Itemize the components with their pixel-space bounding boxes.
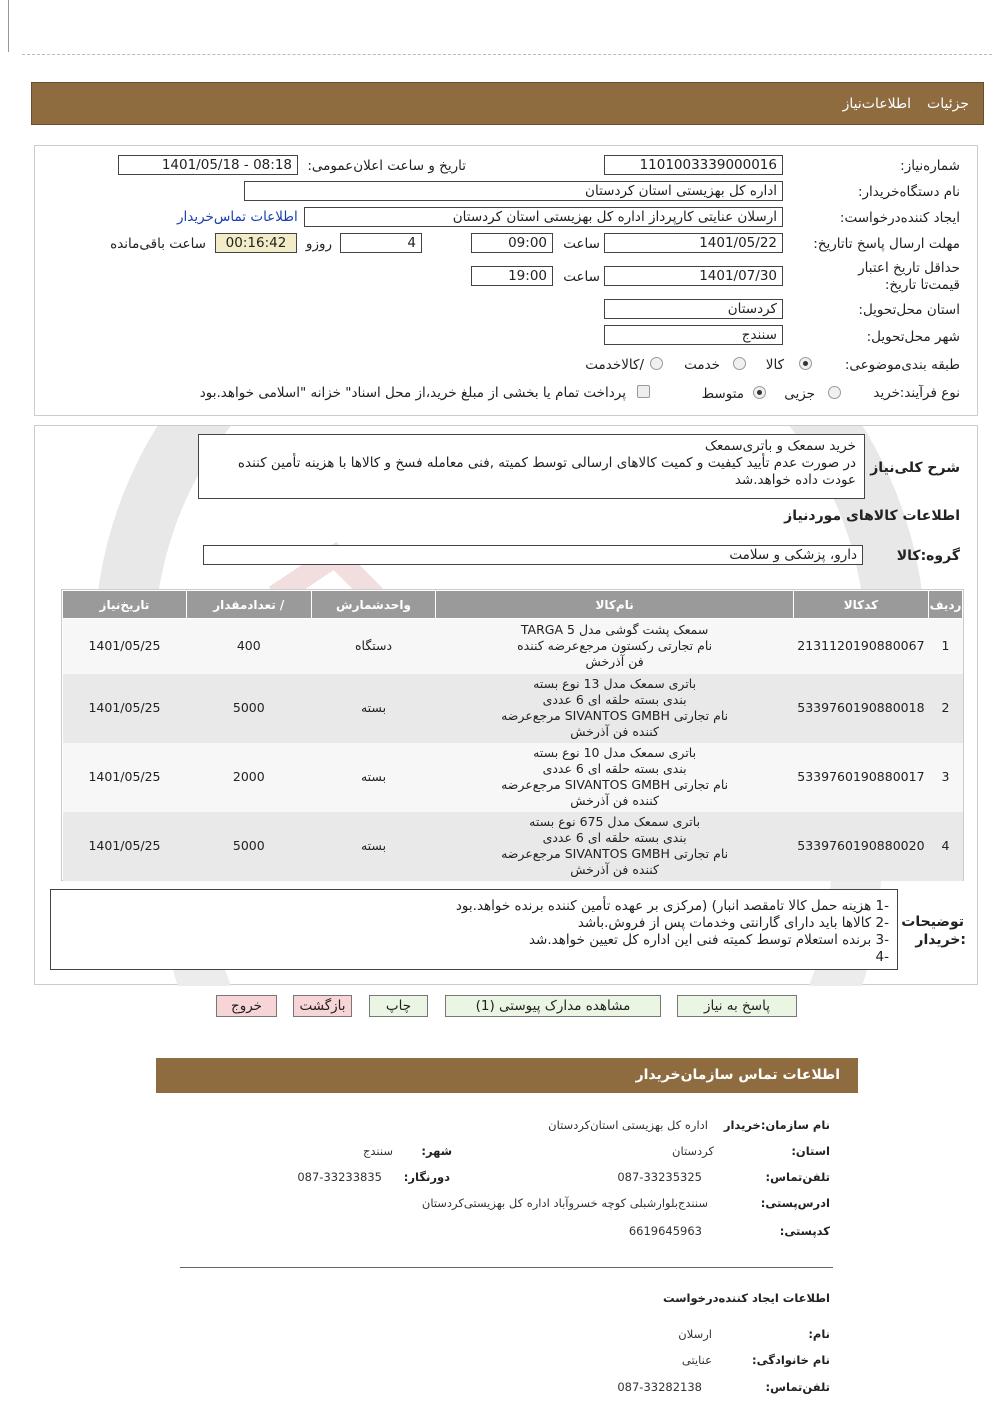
creator-phone-value: 087-33282138: [617, 1380, 702, 1394]
creator-info-title: اطلاعات ایجاد کننده‌درخواست: [663, 1291, 830, 1305]
city-label: شهر محل‌تحویل:: [866, 329, 960, 345]
cell-date: 1401/05/25: [63, 619, 187, 674]
org-label: نام سازمان‌:خریدار: [723, 1118, 830, 1132]
announce-label: تاریخ و ساعت اعلان‌عمومی:: [307, 158, 466, 174]
name-line: نام تجارتی SIVANTOS GMBH مرجع‌عرضه: [501, 708, 729, 723]
validity-date-field: 1401/07/30: [604, 266, 783, 286]
name-line: بندی بسته حلقه ای 6 عددی: [542, 830, 687, 845]
creator-phone-label: تلفن‌تماس:: [765, 1380, 830, 1394]
col-header: واحدشمارش: [311, 591, 436, 619]
group-field: دارو، پزشکی و سلامت: [203, 545, 863, 565]
name-line: باتری سمعک مدل 10 نوع بسته: [533, 745, 697, 760]
phone-value: 087-33235325: [617, 1170, 702, 1184]
tab-details[interactable]: جزئیات: [927, 96, 969, 112]
address-label: ادرس‌پستی:: [760, 1196, 830, 1210]
city-contact-label: شهر:: [421, 1144, 452, 1158]
print-button[interactable]: چاپ: [369, 995, 428, 1017]
cell-unit: بسته: [311, 743, 436, 812]
back-button[interactable]: بازگشت: [293, 995, 352, 1017]
province-field: کردستان: [604, 299, 783, 319]
remaining-timer: 00:16:42: [215, 233, 297, 253]
cat-both-label: /کالاخدمت: [585, 357, 644, 373]
cat-goods-label: کالا: [765, 357, 784, 373]
reply-button[interactable]: پاسخ به نیاز: [677, 995, 797, 1017]
table-row: [63, 619, 963, 674]
postal-label: کدپستی:: [779, 1224, 830, 1238]
name-line: نام تجارتی SIVANTOS GMBH مرجع‌عرضه: [501, 777, 729, 792]
remaining-label: ساعت باقی‌مانده: [110, 236, 206, 252]
phone-label: تلفن‌تماس:: [765, 1170, 830, 1184]
notes-box: [50, 889, 898, 970]
table-row: [63, 743, 963, 812]
cell-date: 1401/05/25: [63, 743, 187, 812]
cell-unit: دستگاه: [311, 619, 436, 674]
radio-medium[interactable]: [753, 386, 766, 399]
address-value: سنندج‌بلوارشبلی کوچه خسروآباد اداره کل بهزیستی‌کردستان: [421, 1196, 708, 1210]
notes-label: توضیحات: [901, 914, 964, 930]
city-field: سنندج: [604, 325, 783, 345]
cell-qty: 400: [187, 619, 312, 674]
top-divider: [22, 54, 992, 55]
family-value: عنایتی: [681, 1353, 712, 1367]
cell-unit: بسته: [311, 812, 436, 881]
province-label: استان محل‌تحویل:: [858, 302, 960, 318]
view-docs-button[interactable]: مشاهده مدارک پیوستی (1): [445, 995, 661, 1017]
process-label: نوع فرآیند:: [899, 385, 960, 401]
cell-code: 2131120190880067: [793, 619, 928, 674]
cell-date: 1401/05/25: [63, 674, 187, 743]
items-table: [62, 590, 963, 881]
notes-label-2: :خریدار: [915, 932, 966, 948]
radio-goods-service[interactable]: [650, 357, 663, 370]
buyer-org-field: اداره کل بهزیستی استان کردستان: [244, 181, 783, 201]
cell-unit: بسته: [311, 674, 436, 743]
cell-code: 5339760190880018: [793, 674, 928, 743]
note-line: -3 برنده استعلام توسط کمیته فنی این اداره کل تعیین خواهد.شد: [528, 932, 889, 948]
table-row: [63, 674, 963, 743]
summary-label: شرح کلی‌نیاز: [870, 460, 960, 476]
cat-service-label: خدمت: [684, 357, 720, 373]
tab-need-info[interactable]: اطلاعات‌نیاز: [842, 96, 911, 112]
announce-field: 1401/05/18 - 08:18: [118, 155, 298, 175]
buyer-contact-link[interactable]: اطلاعات تماس‌خریدار: [177, 209, 298, 225]
creator-field: ارسلان عنایتی کارپرداز اداره کل بهزیستی استان کردستان: [304, 207, 783, 227]
cell-qty: 2000: [187, 743, 312, 812]
note-line: -4: [875, 949, 889, 965]
left-border: [8, 0, 9, 52]
cell-index: 4: [929, 812, 963, 881]
name-line: فن آذرخش: [585, 654, 644, 670]
cell-index: 2: [929, 674, 963, 743]
col-header: ردیف: [929, 591, 963, 619]
deadline-time-label: ساعت: [563, 236, 600, 252]
goods-info-label: اطلاعات کالاهای موردنیاز: [784, 508, 960, 524]
cell-index: 1: [929, 619, 963, 674]
validity-time-label: ساعت: [563, 269, 600, 285]
note-line: -2 کالاها باید دارای گارانتی وخدمات پس از فروش.باشد: [577, 915, 889, 931]
summary-line: خرید سمعک و باتری‌سمعک: [704, 438, 856, 454]
name-line: نام تجارتی SIVANTOS GMBH مرجع‌عرضه: [501, 846, 729, 861]
cell-index: 3: [929, 743, 963, 812]
city-contact-value: سنندج: [362, 1144, 393, 1158]
name-line: کننده فن آذرخش: [570, 724, 659, 739]
deadline-label: مهلت ارسال ‌پاسخ تا‌تاریخ:: [813, 236, 960, 252]
name-line: سمعک پشت گوشی مدل TARGA 5: [520, 622, 709, 638]
org-value: اداره کل بهزیستی استان‌کردستان: [548, 1118, 708, 1132]
days-field: 4: [340, 233, 422, 253]
validity-label: حداقل تاریخ اعتبار قیمت‌تا تاریخ:: [858, 260, 960, 293]
days-label: روزو: [305, 236, 332, 252]
creator-label: ایجاد کننده‌درخواست:: [839, 210, 960, 226]
need-number-label: شماره‌نیاز:: [900, 158, 960, 174]
page-header: [31, 82, 984, 125]
col-header: نام‌کالا: [436, 591, 793, 619]
name-line: نام تجارتی رکستون مرجع‌عرضه کننده: [517, 638, 713, 654]
validity-time-field: 19:00: [471, 266, 553, 286]
exit-button[interactable]: خروج: [216, 995, 277, 1017]
summary-line: عودت داده خواهد.شد: [734, 472, 856, 488]
name-value: ارسلان: [678, 1327, 712, 1341]
cell-name: [436, 812, 793, 881]
cell-date: 1401/05/25: [63, 812, 187, 881]
deadline-time-field: 09:00: [471, 233, 553, 253]
note-line: -1 هزینه حمل کالا تامقصد انبار) (مرکزی بر عهده تأمین کننده برنده خواهد.بود: [455, 898, 889, 914]
family-label: نام خانوادگی:: [752, 1353, 830, 1367]
process-buy: خرید: [873, 385, 900, 401]
group-label: گروه:کالا: [896, 548, 960, 564]
payment-note: پرداخت تمام یا بخشی از مبلغ خرید،از محل اسناد" خزانه "اسلامی خواهد.بود: [199, 385, 626, 401]
name-line: باتری سمعک مدل 13 نوع بسته: [533, 676, 697, 691]
deadline-date-field: 1401/05/22: [604, 233, 783, 253]
cell-name: [436, 674, 793, 743]
cell-code: 5339760190880020: [793, 812, 928, 881]
postal-value: 6619645963: [628, 1224, 702, 1238]
fax-value: 087-33233835: [297, 1170, 382, 1184]
contact-divider: [180, 1267, 833, 1268]
name-line: کننده فن آذرخش: [570, 862, 659, 877]
table-row: [63, 812, 963, 881]
province-contact-label: استان:: [791, 1144, 830, 1158]
summary-box: [198, 434, 865, 499]
radio-partial[interactable]: [828, 386, 841, 399]
contact-header: [156, 1058, 858, 1093]
name-line: کننده فن آذرخش: [570, 793, 659, 808]
fax-label: دورنگار:: [403, 1170, 450, 1184]
name-line: بندی بسته حلقه ای 6 عددی: [542, 761, 687, 776]
col-header: کدکالا: [793, 591, 928, 619]
proc-medium-label: متوسط: [701, 386, 744, 402]
treasury-checkbox[interactable]: [637, 385, 650, 398]
cell-name: [436, 619, 793, 674]
province-contact-value: کردستان: [672, 1144, 714, 1158]
cell-code: 5339760190880017: [793, 743, 928, 812]
radio-goods[interactable]: [799, 357, 812, 370]
radio-service[interactable]: [733, 357, 746, 370]
cell-name: [436, 743, 793, 812]
need-number-field: 1101003339000016: [604, 155, 783, 175]
proc-partial-label: جزیی: [784, 386, 815, 402]
contact-title: اطلاعات تماس سازمان‌خریدار: [635, 1067, 840, 1083]
category-label: طبقه بندی‌موضوعی:: [844, 357, 960, 373]
col-header: / تعدادمقدار: [187, 591, 312, 619]
cell-qty: 5000: [187, 812, 312, 881]
buyer-org-label: نام دستگاه‌خریدار:: [857, 184, 960, 200]
cell-qty: 5000: [187, 674, 312, 743]
summary-line: در صورت عدم تأیید کیفیت و کمیت کالاهای ارسالی توسط کمیته ,فنی معامله فسخ و کالاها با هزینه تأمین کننده: [237, 455, 856, 471]
col-header: تاریخ‌نیاز: [63, 591, 187, 619]
name-line: باتری سمعک مدل 675 نوع بسته: [529, 814, 701, 829]
name-line: بندی بسته حلقه ای 6 عددی: [542, 692, 687, 707]
name-label: نام:: [808, 1327, 830, 1341]
